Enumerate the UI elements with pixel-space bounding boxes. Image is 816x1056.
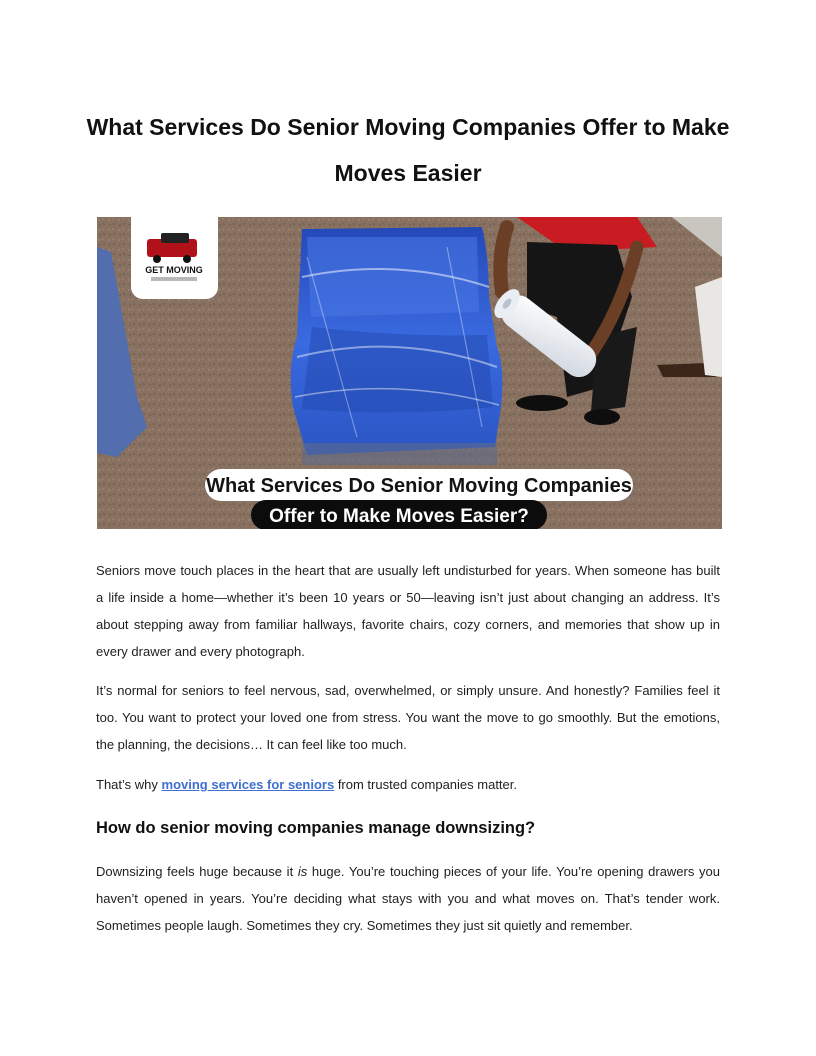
caption-line-2: Offer to Make Moves Easier? xyxy=(269,506,529,527)
hero-image xyxy=(97,217,722,529)
paragraph-services-link xyxy=(96,771,720,798)
logo-text: GET MOVING xyxy=(145,265,203,275)
moving-services-link[interactable]: moving services for seniors xyxy=(161,777,335,792)
paragraph-text-start: Downsizing feels huge because it xyxy=(96,864,298,879)
emphasis-text: is xyxy=(297,864,308,879)
paragraph-text-after-link: from trusted companies matter. xyxy=(334,777,517,792)
document-title: What Services Do Senior Moving Companies Offer to Make Moves Easier xyxy=(86,114,730,186)
section-heading-downsizing: How do senior moving companies manage downsizing? xyxy=(96,819,536,837)
paragraph-text-end: huge. You’re touching pieces of your life. You’re opening drawers you haven’t opened in years. You’re deciding what stays with you and what moves on. That’s tender work. Sometimes people laugh. Sometimes they cry. Sometimes they just sit quietly and remember. xyxy=(96,864,720,933)
wrapped-chair xyxy=(291,227,503,465)
paragraph-intro: Seniors move touch places in the heart that are usually left undisturbed for years. When someone has built a life inside a home—whether it’s been 10 years or 50—leaving isn’t just about changing an address. It’s about stepping away from familiar hallways, favorite chairs, cozy corners, and memories that show up in every drawer and every photograph. xyxy=(96,563,720,659)
paragraph-downsizing xyxy=(96,858,720,939)
caption-line-1: What Services Do Senior Moving Companies xyxy=(206,475,632,497)
paragraph-emotions: It’s normal for seniors to feel nervous, sad, overwhelmed, or simply unsure. And honestly? Families feel it too. You want to protect your loved one from stress. You want the move to go smoothly. But the emotions, the planning, the decisions… It can feel like too much. xyxy=(96,683,720,752)
company-logo xyxy=(131,217,218,299)
paragraph-text-before-link: That’s why xyxy=(96,777,162,792)
